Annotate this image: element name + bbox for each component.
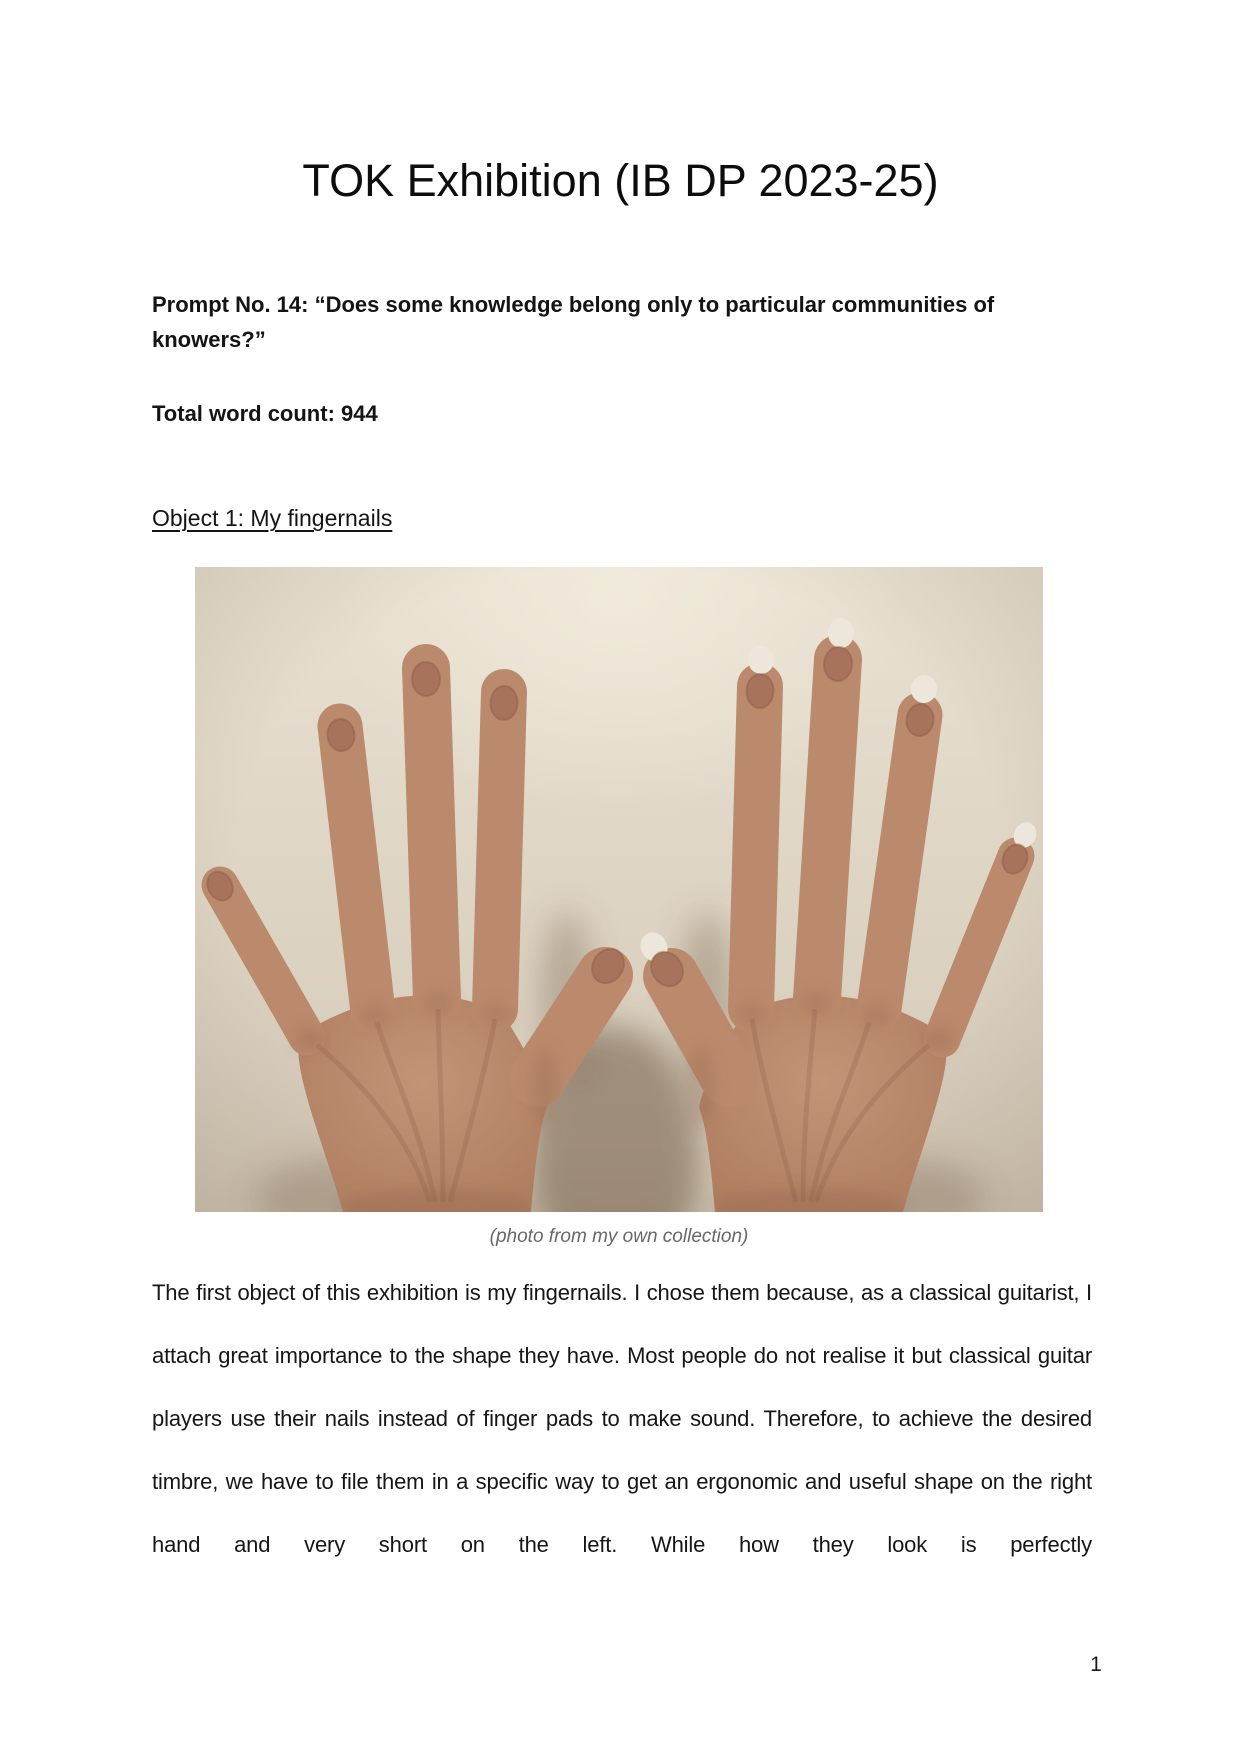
page-number: 1 xyxy=(1090,1653,1102,1676)
fingernails-photo xyxy=(195,567,1043,1212)
prompt-text: Prompt No. 14: “Does some knowledge belong only to particular communities of knowers?” xyxy=(152,292,995,352)
page-title: TOK Exhibition (IB DP 2023-25) xyxy=(302,155,939,206)
body-paragraph: The first object of this exhibition is my fingernails. I chose them because, as a classical guitarist, I attach great importance to the shape they have. Most people do not realise it but classical guitar players use their nails instead of finger pads to make sound. Therefore, to achieve the desired timbre, we have to file them in a specific way to get an ergonomic and useful shape on the right hand and very short on the left. While how they look is perfectly xyxy=(152,1280,1092,1557)
hands-illustration xyxy=(195,567,1043,1212)
object-1-heading: Object 1: My fingernails xyxy=(152,505,393,531)
photo-caption: (photo from my own collection) xyxy=(489,1226,749,1247)
word-count: Total word count: 944 xyxy=(152,401,378,426)
